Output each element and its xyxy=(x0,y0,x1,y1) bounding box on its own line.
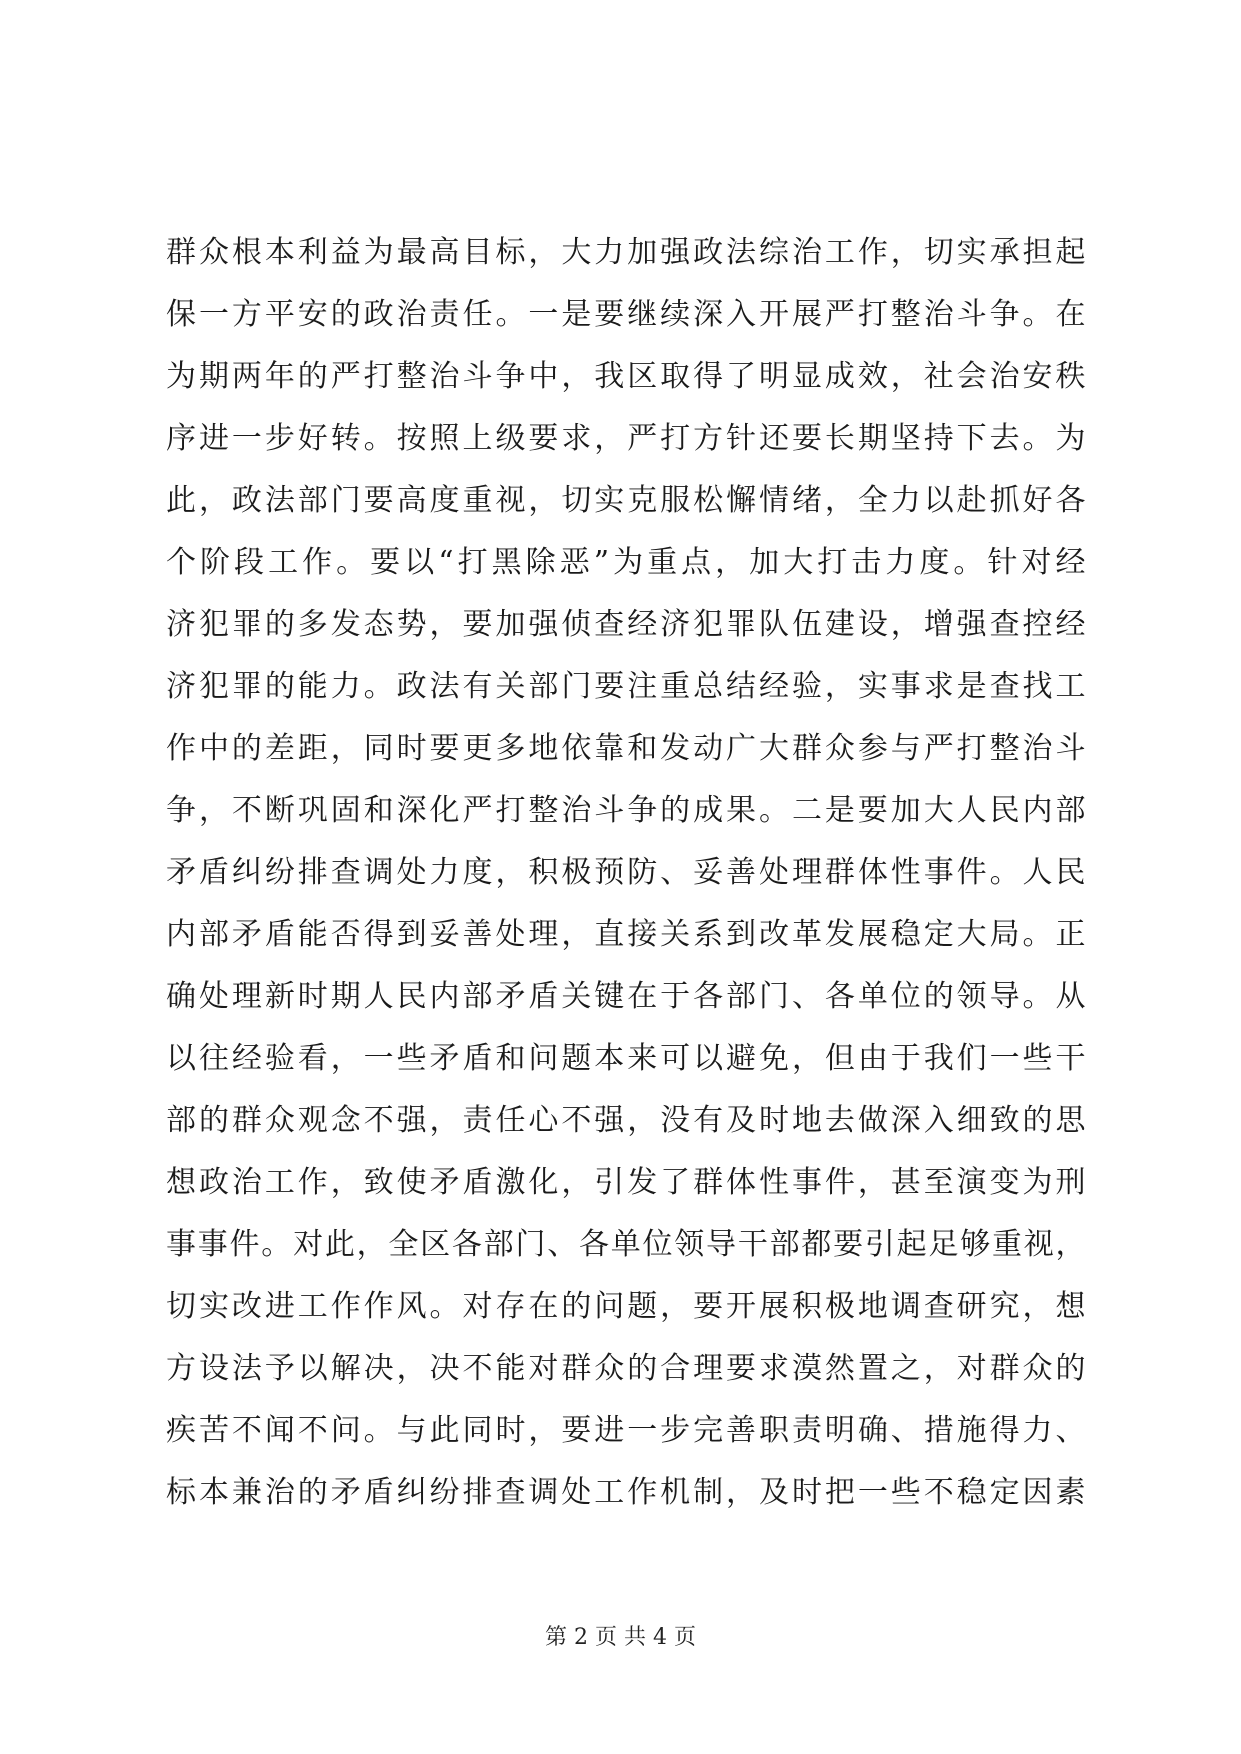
text-line: 内部矛盾能否得到妥善处理，直接关系到改革发展稳定大局。正 xyxy=(166,917,1086,952)
text-line: 以往经验看，一些矛盾和问题本来可以避免，但由于我们一些干 xyxy=(166,1041,1086,1076)
text-line: 疾苦不闻不问。与此同时，要进一步完善职责明确、措施得力、 xyxy=(166,1413,1086,1448)
text-line: 群众根本利益为最高目标，大力加强政法综治工作，切实承担起 xyxy=(166,235,1086,270)
text-line: 矛盾纠纷排查调处力度，积极预防、妥善处理群体性事件。人民 xyxy=(166,855,1086,890)
text-line: 标本兼治的矛盾纠纷排查调处工作机制，及时把一些不稳定因素 xyxy=(166,1475,1086,1510)
text-line: 切实改进工作作风。对存在的问题，要开展积极地调查研究，想 xyxy=(166,1289,1086,1324)
text-line: 济犯罪的能力。政法有关部门要注重总结经验，实事求是查找工 xyxy=(166,669,1086,704)
text-line: 想政治工作，致使矛盾激化，引发了群体性事件，甚至演变为刑 xyxy=(166,1165,1086,1200)
text-line: 此，政法部门要高度重视，切实克服松懈情绪，全力以赴抓好各 xyxy=(166,483,1086,518)
text-line: 作中的差距，同时要更多地依靠和发动广大群众参与严打整治斗 xyxy=(166,731,1086,766)
text-line: 方设法予以解决，决不能对群众的合理要求漠然置之，对群众的 xyxy=(166,1351,1086,1386)
text-line: 保一方平安的政治责任。一是要继续深入开展严打整治斗争。在 xyxy=(166,297,1086,332)
text-line: 事事件。对此，全区各部门、各单位领导干部都要引起足够重视， xyxy=(166,1227,1086,1262)
body-text xyxy=(166,222,1086,1524)
text-line: 确处理新时期人民内部矛盾关键在于各部门、各单位的领导。从 xyxy=(166,979,1086,1014)
text-line: 为期两年的严打整治斗争中，我区取得了明显成效，社会治安秩 xyxy=(166,359,1086,394)
page-number-footer: 第 2 页 共 4 页 xyxy=(545,1625,696,1650)
text-line: 序进一步好转。按照上级要求，严打方针还要长期坚持下去。为 xyxy=(166,421,1086,456)
text-line: 争，不断巩固和深化严打整治斗争的成果。二是要加大人民内部 xyxy=(166,793,1086,828)
text-line: 个阶段工作。要以“打黑除恶”为重点，加大打击力度。针对经 xyxy=(166,545,1086,580)
text-line: 部的群众观念不强，责任心不强，没有及时地去做深入细致的思 xyxy=(166,1103,1086,1138)
text-line: 济犯罪的多发态势，要加强侦查经济犯罪队伍建设，增强查控经 xyxy=(166,607,1086,642)
